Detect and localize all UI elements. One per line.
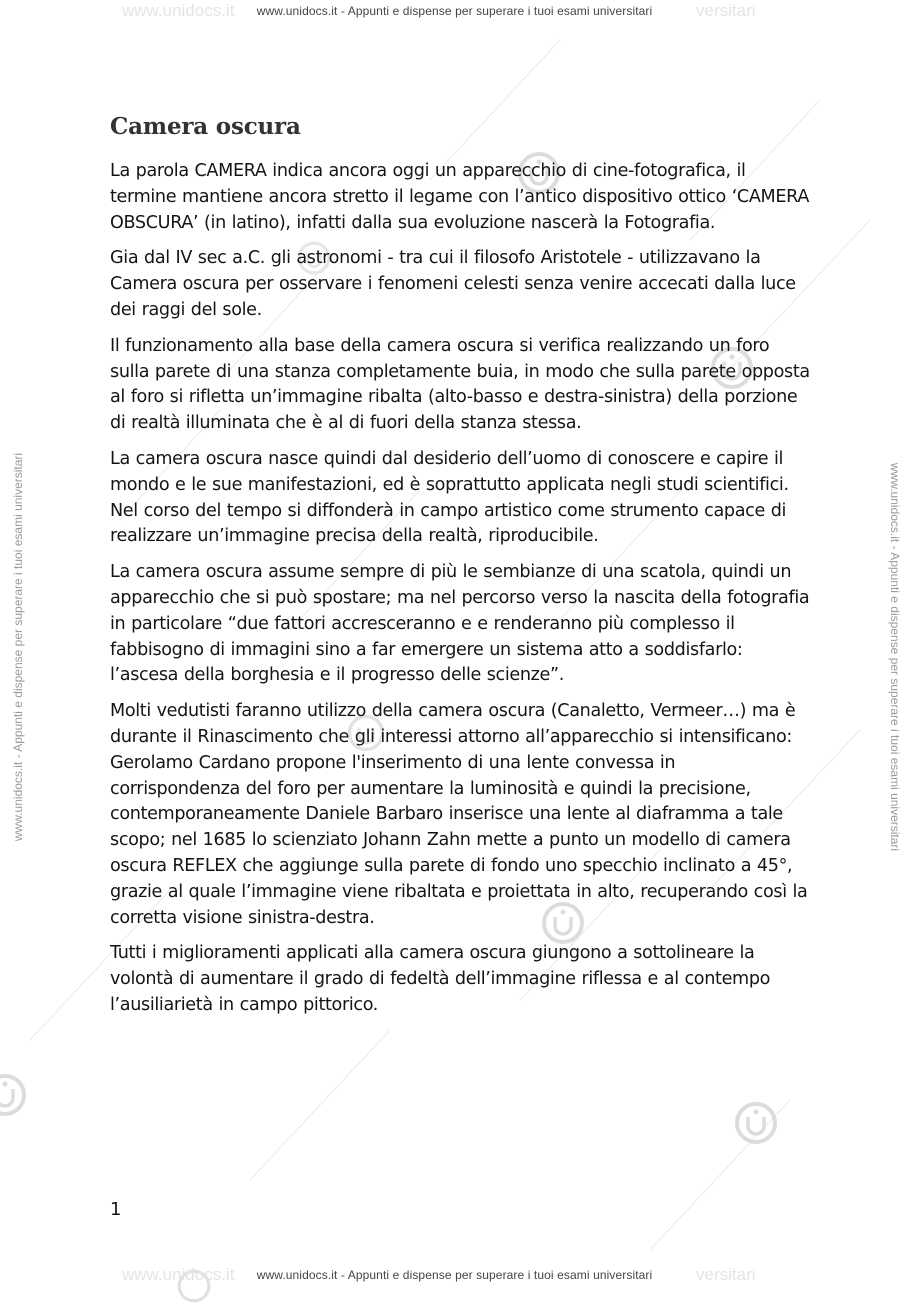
document-body xyxy=(110,113,810,1029)
watermark-header: www.unidocs.it - Appunti e dispense per superare i tuoi esami universitari xyxy=(256,4,653,18)
paragraph: La camera oscura assume sempre di più le sembianze di una scatola, quindi un apparecchio che si può spostare; ma nel percorso verso la nascita della fotografia in particolare “due fattori accresceranno e e renderanno più complesso il fabbisogno di immagini sino a far emergere un sistema atto a soddisfarlo: l’ascesa della borghesia e il progresso delle scienze”. xyxy=(110,562,810,686)
unidocs-logo-icon xyxy=(0,1072,28,1118)
paragraph: La parola CAMERA indica ancora oggi un apparecchio di cine-fotografica, il termine mantiene ancora stretto il legame con l’antico dispositivo ottico ‘CAMERA OBSCURA’ (in latino), infatti dalla sua evoluzione nascerà la Fotografia. xyxy=(110,161,809,233)
watermark-footer: www.unidocs.it - Appunti e dispense per superare i tuoi esami universitari xyxy=(256,1268,653,1282)
watermark-ghost-url: www.unidocs.it xyxy=(122,1,235,20)
document-title: Camera oscura xyxy=(110,113,301,140)
paragraph: Il funzionamento alla base della camera oscura si verifica realizzando un foro sulla parete di una stanza completamente buia, in modo che sulla parete opposta al foro si rifletta un’immagine ribalta (alto-basso e destra-sinistra) della porzione di realtà illuminata che è al di fuori della stanza stessa. xyxy=(110,335,810,434)
paragraph: Gia dal IV sec a.C. gli astronomi - tra cui il filosofo Aristotele - utilizzavano la Camera oscura per osservare i fenomeni celesti senza venire accecati dalla luce dei raggi del sole. xyxy=(110,248,796,320)
watermark-ghost-suffix: versitari xyxy=(696,1265,756,1284)
watermark-ghost-url: www.unidocs.it xyxy=(122,1265,235,1284)
unidocs-logo-icon xyxy=(733,1100,779,1146)
paragraph: Tutti i miglioramenti applicati alla camera oscura giungono a sottolineare la volontà di aumentare il grado di fedeltà dell’immagine riflessa e al contempo l’ausiliarietà in campo pittorico. xyxy=(110,943,771,1015)
watermark-side-right: www.unidocs.it - Appunti e dispense per superare i tuoi esami universitari xyxy=(888,462,902,852)
page-number: 1 xyxy=(110,1199,122,1220)
watermark-ghost-suffix: versitari xyxy=(696,1,756,20)
paragraph: Molti vedutisti faranno utilizzo della camera oscura (Canaletto, Vermeer…) ma è durante il Rinascimento che gli interessi attorno all’apparecchio si intensificano: Gerolamo Cardano propone l'inserimento di una lente convessa in corrispondenza del foro per aumentare la luminosità e quindi la precisione, contemporaneamente Daniele Barbaro inserisce una lente al diaframma a tale scopo; nel 1685 lo scienziato Johann Zahn mette a punto un modello di camera oscura REFLEX che aggiunge sulla parete di fondo uno specchio inclinato a 45°, grazie al quale l’immagine viene ribaltata e proiettata in alto, recuperando così la corretta visione sinistra-destra. xyxy=(110,701,808,928)
paragraph: La camera oscura nasce quindi dal desiderio dell’uomo di conoscere e capire il mondo e le sue manifestazioni, ed è soprattutto applicata negli studi scientifici. Nel corso del tempo si diffonderà in campo artistico come strumento capace di realizzare un’immagine precisa della realtà, riproducibile. xyxy=(110,448,789,547)
watermark-side-left: www.unidocs.it - Appunti e dispense per superare i tuoi esami universitari xyxy=(11,452,25,842)
